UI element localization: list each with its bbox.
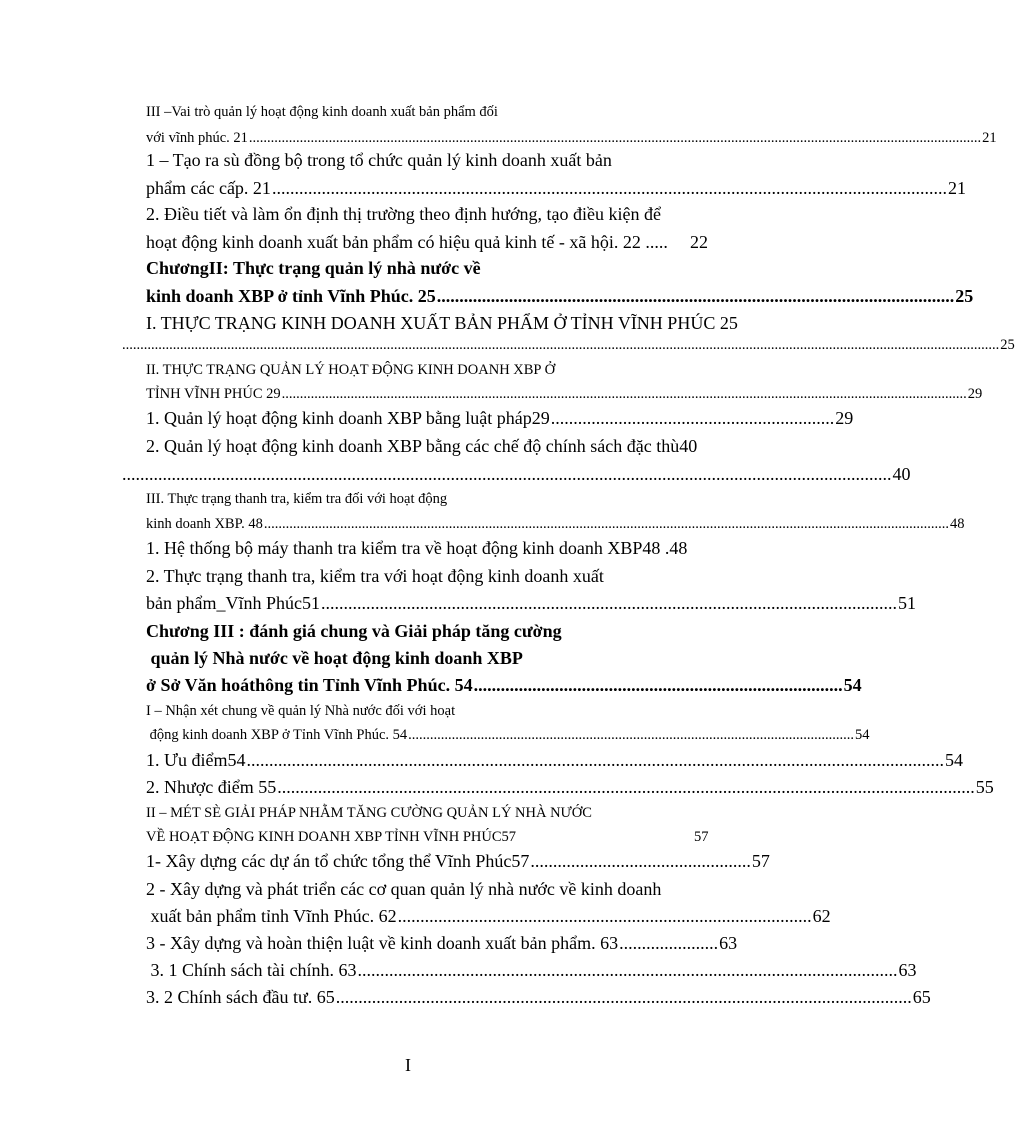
toc-entry-e7[interactable]: 1. Quản lý hoạt động kinh doanh XBP bằng luật pháp29 ............................................................... 29: [146, 408, 854, 428]
toc-entry-e8[interactable]: ........................................................................................................................................................................... 40: [122, 464, 911, 484]
toc-page-number: 63: [719, 933, 738, 953]
toc-entry-e11[interactable]: bản phẩm_Vĩnh Phúc51 ................................................................................................................................ 51: [146, 593, 916, 613]
toc-entry-e8-line1: 2. Quản lý hoạt động kinh doanh XBP bằng các chế độ chính sách đặc thù40: [146, 436, 698, 456]
toc-entry-e18[interactable]: xuất bản phẩm tỉnh Vĩnh Phúc. 62 ............................................................................................ 62: [146, 906, 831, 926]
toc-page-number: 57: [694, 829, 709, 845]
toc-entry-e12-line1: Chương III : đánh giá chung và Giải pháp tăng cường: [146, 621, 562, 641]
toc-entry-e5-line1: I. THỰC TRẠNG KINH DOANH XUẤT BẢN PHẨM Ở TỈNH VĨNH PHÚC 25: [146, 313, 738, 333]
toc-entry-e2-line1: 1 – Tạo ra sù đồng bộ trong tổ chức quản lý kinh doanh xuất bản: [146, 150, 612, 170]
toc-page-number: 25: [955, 286, 974, 306]
toc-entry-title: kinh doanh XBP ở tỉnh Vĩnh Phúc. 25: [146, 286, 436, 306]
toc-entry-title: 1. Quản lý hoạt động kinh doanh XBP bằng luật pháp29: [146, 408, 550, 428]
toc-page-number: 29: [967, 386, 983, 402]
toc-page-number: 40: [892, 464, 911, 484]
toc-entry-title: động kinh doanh XBP ở Tỉnh Vĩnh Phúc. 54: [146, 727, 408, 743]
toc-entry-e20[interactable]: 3. 1 Chính sách tài chính. 63 ........................................................................................................................ 63: [146, 960, 917, 980]
toc-entry-e4-line1: ChươngII: Thực trạng quản lý nhà nước về: [146, 258, 481, 278]
toc-page-number: 21: [982, 130, 997, 146]
toc-page-number: 54: [855, 727, 870, 743]
toc-page-number: 57: [751, 851, 770, 871]
toc-entry-title: kinh doanh XBP. 48: [146, 516, 263, 532]
toc-page-number: 25: [1000, 337, 1015, 353]
toc-entry-e21[interactable]: 3. 2 Chính sách đầu tư. 65 ................................................................................................................................ 65: [146, 987, 931, 1007]
toc-entry-e16[interactable]: VỀ HOẠT ĐỘNG KINH DOANH XBP TỈNH VĨNH PHÚC57: [146, 829, 517, 845]
toc-entry-e13-line1: I – Nhận xét chung về quản lý Nhà nước đối với hoạt: [146, 703, 456, 719]
toc-entry-e18-line1: 2 - Xây dựng và phát triển các cơ quan quản lý nhà nước về kinh doanh: [146, 879, 662, 899]
toc-entry-e9-line1: III. Thực trạng thanh tra, kiểm tra đối với hoạt động: [146, 491, 448, 507]
toc-entry-e4[interactable]: kinh doanh XBP ở tỉnh Vĩnh Phúc. 25 ................................................................................................................... 25: [146, 286, 974, 306]
toc-entry-title: xuất bản phẩm tỉnh Vĩnh Phúc. 62: [146, 906, 397, 926]
toc-entry-e16-line1: II – MÉT SÈ GIẢI PHÁP NHẰM TĂNG CƯỜNG QUẢN LÝ NHÀ NƯỚC: [146, 805, 592, 821]
toc-entry-title: ở Sở Văn hoáthông tin Tỉnh Vĩnh Phúc. 54: [146, 675, 473, 695]
toc-entry-title: 1- Xây dựng các dự án tổ chức tổng thể Vĩnh Phúc57: [146, 851, 530, 871]
toc-entry-title: 3. 1 Chính sách tài chính. 63: [146, 960, 357, 980]
toc-page-number: 55: [975, 777, 994, 797]
toc-entry-e10[interactable]: 1. Hệ thống bộ máy thanh tra kiểm tra về hoạt động kinh doanh XBP48 .48: [146, 538, 688, 558]
toc-entry-e12[interactable]: ở Sở Văn hoáthông tin Tỉnh Vĩnh Phúc. 54 .................................................................................. 54: [146, 675, 862, 695]
toc-page-number: 54: [843, 675, 862, 695]
toc-page-number: 51: [897, 593, 916, 613]
toc-entry-e17[interactable]: 1- Xây dựng các dự án tổ chức tổng thể Vĩnh Phúc57 ................................................. 57: [146, 851, 770, 871]
toc-entry-e15[interactable]: 2. Nhược điểm 55 ........................................................................................................................................................... 55: [146, 777, 994, 797]
toc-entry-title: 3. 2 Chính sách đầu tư. 65: [146, 987, 335, 1007]
toc-entry-e12-line1b: quản lý Nhà nước về hoạt động kinh doanh XBP: [146, 648, 523, 668]
toc-page-number: 54: [944, 750, 963, 770]
toc-entry-title: 3 - Xây dựng và hoàn thiện luật về kinh doanh xuất bản phẩm. 63: [146, 933, 619, 953]
toc-entry-e19[interactable]: 3 - Xây dựng và hoàn thiện luật về kinh doanh xuất bản phẩm. 63 ...................... 63: [146, 933, 738, 953]
toc-entry-e1[interactable]: với vĩnh phúc. 21 .......................................................................................................................................................................................................... 21: [146, 130, 997, 146]
toc-entry-title: với vĩnh phúc. 21: [146, 130, 248, 146]
toc-page-number: 48: [949, 516, 965, 532]
toc-entry-e6-line1: II. THỰC TRẠNG QUẢN LÝ HOẠT ĐỘNG KINH DOANH XBP Ở: [146, 362, 556, 378]
toc-entry-e5[interactable]: .................................................................................................................................................................................................................................................. 25: [122, 337, 1015, 353]
toc-entry-e3-line1: 2. Điều tiết và làm ổn định thị trường theo định hướng, tạo điều kiện để: [146, 204, 661, 224]
toc-entry-e11-line1: 2. Thực trạng thanh tra, kiểm tra với hoạt động kinh doanh xuất: [146, 566, 604, 586]
toc-entry-e13[interactable]: động kinh doanh XBP ở Tỉnh Vĩnh Phúc. 54 ........................................................................................................................... 54: [146, 727, 870, 743]
page-number: I: [405, 1055, 411, 1075]
toc-page-number: 63: [898, 960, 917, 980]
toc-page-number: 29: [835, 408, 854, 428]
toc-entry-e2[interactable]: phẩm các cấp. 21 ...................................................................................................................................................... 21: [146, 178, 966, 198]
toc-entry-e1-line1: III –Vai trò quản lý hoạt động kinh doanh xuất bản phẩm đối: [146, 104, 498, 120]
toc-entry-title: 1. Ưu điểm54: [146, 750, 246, 770]
toc-entry-title: phẩm các cấp. 21: [146, 178, 271, 198]
toc-entry-e14[interactable]: 1. Ưu điểm54 ........................................................................................................................................................... 54: [146, 750, 963, 770]
toc-entry-e3[interactable]: [146, 232, 708, 254]
toc-page-number: 21: [947, 178, 966, 198]
toc-page-number: 22: [690, 232, 708, 252]
toc-entry-e6[interactable]: TỈNH VĨNH PHÚC 29 ............................................................................................................................................................................................. 29: [146, 386, 983, 402]
toc-entry-title: hoạt động kinh doanh xuất bản phẩm có hiệu quả kinh tế - xã hội. 22 .....: [146, 232, 668, 252]
toc-entry-title: bản phẩm_Vĩnh Phúc51: [146, 593, 320, 613]
toc-page-number: 65: [912, 987, 931, 1007]
toc-entry-title: TỈNH VĨNH PHÚC 29: [146, 386, 281, 402]
toc-entry-title: 2. Nhược điểm 55: [146, 777, 277, 797]
toc-page-number: 62: [812, 906, 831, 926]
toc-entry-e9[interactable]: kinh doanh XBP. 48 ............................................................................................................................................................................................. 48: [146, 516, 965, 532]
